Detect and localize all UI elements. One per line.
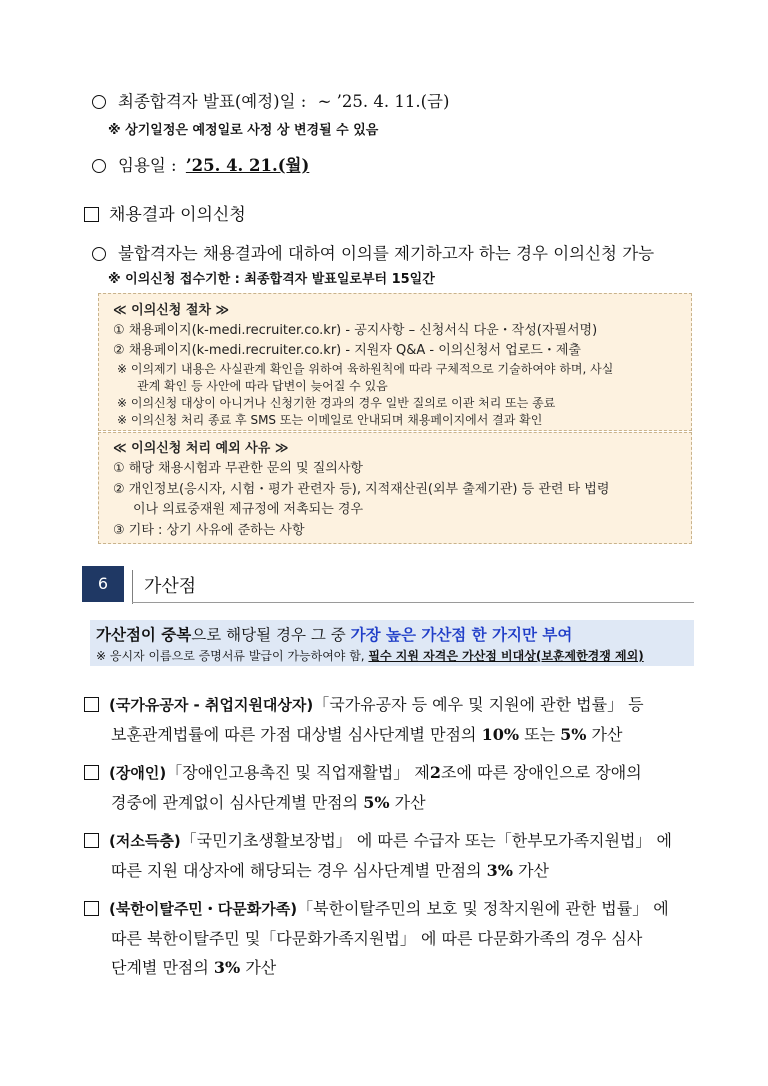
square-bullet-icon: [84, 833, 99, 848]
highlight-exclusion: 필수 지원 자격은 가산점 비대상(보훈제한경쟁 제외): [368, 649, 644, 663]
bonus-item-veterans: [84, 690, 696, 749]
appeal-bullet-text: 불합격자는 채용결과에 대하여 이의를 제기하고자 하는 경우 이의신청 가능: [118, 244, 655, 263]
bonus-rate: 5%: [363, 793, 390, 812]
bonus-title: (장애인): [109, 764, 167, 782]
section-divider: [132, 570, 133, 604]
highlight-middle: 으로 해당될 경우 그 중: [191, 626, 351, 644]
bonus-text: 「북한이탈주민의 보호 및 정착지원에 관한 법률」 에: [297, 899, 669, 918]
bonus-item-defector-multicultural: [84, 894, 696, 982]
bonus-title: (북한이탈주민・다문화가족): [109, 900, 298, 918]
procedure-note: ※ 이의신청 대상이 아니거나 신청기한 경과의 경우 일반 질의로 이관 처리 또는 종료: [117, 396, 556, 410]
bonus-text: 「국민기초생활보장법」 에 따른 수급자 또는「한부모가족지원법」 에: [180, 831, 672, 850]
section-underline: [132, 602, 694, 603]
appeal-heading: [84, 200, 246, 225]
section-number: 6: [82, 566, 124, 602]
exception-item: 이나 의료중재원 제규정에 저촉되는 경우: [133, 502, 364, 517]
circle-bullet-icon: [92, 159, 106, 173]
bonus-item-disabled: [84, 758, 696, 817]
appointment-date: ’25. 4. 21.(월): [185, 156, 310, 175]
appeal-heading-text: 채용결과 이의신청: [109, 205, 246, 225]
bonus-highlight-box: [90, 620, 694, 666]
bonus-text: 경중에 관계없이 심사단계별 만점의: [111, 793, 364, 812]
final-announcement-line: [92, 88, 449, 112]
bonus-text: 가산: [240, 958, 277, 977]
highlight-duplicate: 가산점이 중복: [96, 626, 192, 644]
appointment-label: 임용일 :: [118, 156, 177, 175]
appointment-line: [92, 152, 309, 176]
bonus-title: (저소득층): [109, 832, 181, 850]
exception-item: ① 해당 채용시험과 무관한 문의 및 질의사항: [113, 461, 363, 476]
circle-bullet-icon: [92, 95, 106, 109]
section-title: 가산점: [144, 576, 197, 597]
final-announcement-label: 최종합격자 발표(예정)일 :: [118, 92, 307, 111]
section-header: [82, 566, 694, 602]
bonus-rate: 3%: [213, 958, 241, 977]
bonus-text: 가산: [389, 793, 426, 812]
appeal-procedure-box: [98, 293, 692, 431]
appeal-deadline-note: ※ 이의신청 접수기한 : 최종합격자 발표일로부터 15일간: [108, 272, 435, 287]
exception-item: ③ 기타 : 상기 사유에 준하는 사항: [113, 523, 305, 538]
appeal-bullet: [92, 240, 654, 264]
highlight-line-1: [96, 623, 572, 645]
bonus-text: 보훈관계법률에 따른 가점 대상별 심사단계별 만점의: [111, 725, 482, 744]
procedure-note: ※ 이의신청 처리 종료 후 SMS 또는 이메일로 안내되며 채용페이지에서 결과 확인: [117, 413, 543, 427]
bonus-text: 「장애인고용촉진 및 직업재활법」 제: [166, 763, 430, 782]
procedure-note: ※ 이의제기 내용은 사실관계 확인을 위하여 육하원칙에 따라 구체적으로 기술하여야 하며, 사실: [117, 362, 614, 376]
highlight-key-rule: 가장 높은 가산점 한 가지만 부여: [350, 626, 573, 644]
bonus-text: 따른 지원 대상자에 해당되는 경우 심사단계별 만점의: [111, 861, 487, 880]
bonus-item-low-income: [84, 826, 696, 885]
final-announcement-date: ~ ’25. 4. 11.(금): [317, 92, 450, 111]
bonus-text: 또는: [519, 725, 561, 744]
appeal-exception-box: [98, 432, 692, 544]
exception-item: ② 개인정보(응시자, 시험・평가 관련자 등), 지적재산권(외부 출제기관) 등 관련 타 법령: [113, 482, 610, 497]
exception-title: ≪ 이의신청 처리 예외 사유 ≫: [113, 441, 289, 456]
schedule-change-note: ※ 상기일정은 예정일로 사정 상 변경될 수 있음: [108, 123, 379, 138]
procedure-item: ① 채용페이지(k-medi.recruiter.co.kr) - 공지사항 – 신청서식 다운・작성(자필서명): [113, 323, 598, 338]
bonus-text: 가산: [586, 725, 623, 744]
procedure-title: ≪ 이의신청 절차 ≫: [113, 303, 230, 318]
square-bullet-icon: [84, 697, 99, 712]
bonus-title: (국가유공자 - 취업지원대상자): [109, 696, 314, 714]
bonus-rate: 5%: [560, 725, 587, 744]
bonus-text: 가산: [512, 861, 549, 880]
bonus-rate: 10%: [481, 725, 520, 744]
highlight-line-2: [96, 647, 644, 664]
procedure-note: 관계 확인 등 사안에 따라 답변이 늦어질 수 있음: [137, 379, 388, 393]
bonus-text: 따른 북한이탈주민 및「다문화가족지원법」 에 따른 다문화가족의 경우 심사: [111, 929, 643, 948]
bonus-text: 단계별 만점의: [111, 958, 214, 977]
square-bullet-icon: [84, 207, 99, 222]
bonus-text: 조에 따른 장애인으로 장애의: [440, 763, 642, 782]
bonus-text: 「국가유공자 등 예우 및 지원에 관한 법률」 등: [313, 695, 644, 714]
procedure-item: ② 채용페이지(k-medi.recruiter.co.kr) - 지원자 Q&A - 이의신청서 업로드・제출: [113, 343, 581, 358]
square-bullet-icon: [84, 765, 99, 780]
circle-bullet-icon: [92, 247, 106, 261]
square-bullet-icon: [84, 901, 99, 916]
highlight-note: ※ 응시자 이름으로 증명서류 발급이 가능하여야 함,: [96, 649, 369, 663]
bonus-rate: 3%: [486, 861, 513, 880]
bonus-article: 2: [429, 763, 441, 782]
